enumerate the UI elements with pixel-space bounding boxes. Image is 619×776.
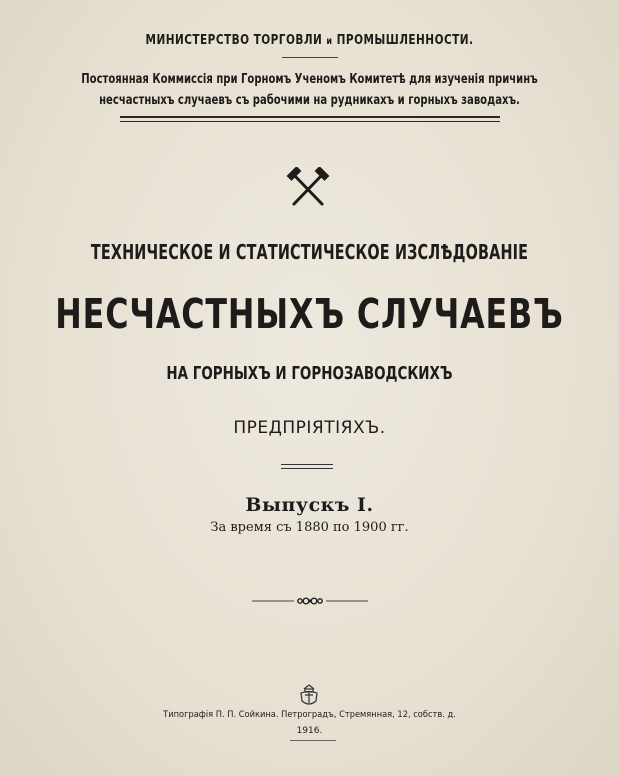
publication-year: 1916. xyxy=(296,726,323,736)
subtitle-line-2: ПРЕДПРIЯТIЯХЪ. xyxy=(233,418,386,438)
main-title: НЕСЧАСТНЫХЪ СЛУЧАЕВЪ xyxy=(55,290,564,338)
commission-line-2: несчастныхъ случаевъ съ рабочими на рудникахъ и горныхъ заводахъ. xyxy=(99,93,520,108)
issue-period: За время съ 1880 по 1900 гг. xyxy=(210,520,409,535)
ornament-divider xyxy=(252,594,368,608)
printer-imprint: Типографiя П. П. Сойкина. Петроградъ, Стремянная, 12, собств. д. xyxy=(163,710,456,720)
ministry-conjunction: и xyxy=(326,36,333,47)
short-divider xyxy=(282,57,338,58)
issue-label: Выпускъ I. xyxy=(245,494,374,516)
ministry-text-end: ПРОМЫШЛЕННОСТИ. xyxy=(336,33,474,48)
double-divider xyxy=(120,116,500,122)
year-underline xyxy=(290,740,336,741)
study-title: ТЕХНИЧЕСКОЕ И СТАТИСТИЧЕСКОЕ ИЗСЛѢДОВАНIЕ xyxy=(90,240,529,264)
middle-divider xyxy=(281,464,333,469)
imperial-crest-icon xyxy=(297,683,321,709)
ministry-heading xyxy=(31,33,588,48)
crossed-hammers-icon xyxy=(286,167,330,207)
commission-line-1: Постоянная Коммиссiя при Горномъ Ученомъ Комитетѣ для изученiя причинъ xyxy=(81,72,538,87)
subtitle-line-1: НА ГОРНЫХЪ И ГОРНОЗАВОДСКИХЪ xyxy=(166,363,453,384)
ministry-text: МИНИСТЕРСТВО ТОРГОВЛИ xyxy=(145,33,323,48)
